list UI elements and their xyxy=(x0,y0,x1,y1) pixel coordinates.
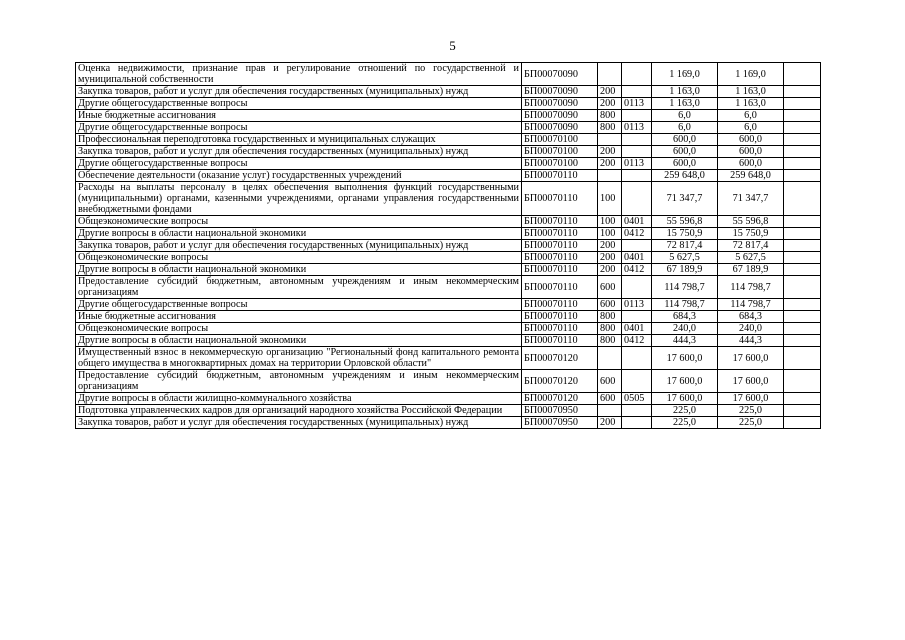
amount-year1-cell: 1 163,0 xyxy=(652,98,718,110)
expense-type-cell: 200 xyxy=(598,98,622,110)
expense-type-cell xyxy=(598,63,622,86)
amount-year1-cell: 55 596,8 xyxy=(652,216,718,228)
target-code-cell: БП00070090 xyxy=(522,110,598,122)
expense-name-cell: Другие вопросы в области жилищно-коммунального хозяйства xyxy=(76,393,522,405)
table-row xyxy=(76,146,821,158)
amount-year1-cell: 600,0 xyxy=(652,134,718,146)
amount-year1-cell: 225,0 xyxy=(652,405,718,417)
target-code-cell: БП00070110 xyxy=(522,216,598,228)
section-code-cell xyxy=(622,110,652,122)
section-code-cell: 0401 xyxy=(622,252,652,264)
amount-year1-cell: 684,3 xyxy=(652,311,718,323)
section-code-cell: 0412 xyxy=(622,264,652,276)
empty-cell xyxy=(784,252,821,264)
expense-name-cell: Оценка недвижимости, признание прав и регулирование отношений по государственной и муниципальной собственности xyxy=(76,63,522,86)
expense-name-cell: Закупка товаров, работ и услуг для обеспечения государственных (муниципальных) нужд xyxy=(76,240,522,252)
expense-type-cell: 200 xyxy=(598,417,622,429)
amount-year2-cell: 600,0 xyxy=(718,134,784,146)
expense-type-cell: 600 xyxy=(598,393,622,405)
target-code-cell: БП00070120 xyxy=(522,370,598,393)
target-code-cell: БП00070120 xyxy=(522,347,598,370)
expense-name-cell: Закупка товаров, работ и услуг для обеспечения государственных (муниципальных) нужд xyxy=(76,86,522,98)
amount-year1-cell: 17 600,0 xyxy=(652,393,718,405)
target-code-cell: БП00070950 xyxy=(522,417,598,429)
expense-name-cell: Другие общегосударственные вопросы xyxy=(76,122,522,134)
target-code-cell: БП00070090 xyxy=(522,122,598,134)
empty-cell xyxy=(784,311,821,323)
target-code-cell: БП00070110 xyxy=(522,240,598,252)
table-row xyxy=(76,323,821,335)
amount-year1-cell: 1 169,0 xyxy=(652,63,718,86)
expense-name-cell: Иные бюджетные ассигнования xyxy=(76,311,522,323)
empty-cell xyxy=(784,216,821,228)
empty-cell xyxy=(784,276,821,299)
section-code-cell xyxy=(622,182,652,216)
empty-cell xyxy=(784,158,821,170)
table-row xyxy=(76,311,821,323)
expense-name-cell: Имущественный взнос в некоммерческую организацию "Региональный фонд капитального ремонта общего имущества в многоквартирных домах на территории Орловской области" xyxy=(76,347,522,370)
target-code-cell: БП00070120 xyxy=(522,393,598,405)
target-code-cell: БП00070100 xyxy=(522,146,598,158)
table-row xyxy=(76,228,821,240)
empty-cell xyxy=(784,240,821,252)
table-row xyxy=(76,335,821,347)
target-code-cell: БП00070950 xyxy=(522,405,598,417)
empty-cell xyxy=(784,170,821,182)
amount-year2-cell: 55 596,8 xyxy=(718,216,784,228)
amount-year1-cell: 114 798,7 xyxy=(652,299,718,311)
table-row xyxy=(76,182,821,216)
amount-year1-cell: 17 600,0 xyxy=(652,347,718,370)
target-code-cell: БП00070110 xyxy=(522,252,598,264)
amount-year2-cell: 6,0 xyxy=(718,122,784,134)
expense-type-cell: 800 xyxy=(598,122,622,134)
table-row xyxy=(76,110,821,122)
section-code-cell: 0505 xyxy=(622,393,652,405)
target-code-cell: БП00070090 xyxy=(522,63,598,86)
expense-type-cell xyxy=(598,347,622,370)
amount-year2-cell: 17 600,0 xyxy=(718,347,784,370)
amount-year2-cell: 6,0 xyxy=(718,110,784,122)
expense-name-cell: Закупка товаров, работ и услуг для обеспечения государственных (муниципальных) нужд xyxy=(76,146,522,158)
empty-cell xyxy=(784,110,821,122)
section-code-cell: 0113 xyxy=(622,98,652,110)
amount-year2-cell: 71 347,7 xyxy=(718,182,784,216)
empty-cell xyxy=(784,86,821,98)
amount-year1-cell: 15 750,9 xyxy=(652,228,718,240)
expense-type-cell: 100 xyxy=(598,228,622,240)
target-code-cell: БП00070110 xyxy=(522,276,598,299)
table-row xyxy=(76,299,821,311)
section-code-cell: 0401 xyxy=(622,323,652,335)
table-row xyxy=(76,417,821,429)
page-number: 5 xyxy=(449,38,456,53)
empty-cell xyxy=(784,417,821,429)
amount-year1-cell: 17 600,0 xyxy=(652,370,718,393)
amount-year2-cell: 114 798,7 xyxy=(718,299,784,311)
amount-year1-cell: 225,0 xyxy=(652,417,718,429)
amount-year1-cell: 600,0 xyxy=(652,146,718,158)
table-row xyxy=(76,370,821,393)
section-code-cell: 0412 xyxy=(622,228,652,240)
amount-year2-cell: 5 627,5 xyxy=(718,252,784,264)
amount-year1-cell: 67 189,9 xyxy=(652,264,718,276)
expense-type-cell: 100 xyxy=(598,216,622,228)
expense-type-cell xyxy=(598,405,622,417)
expense-type-cell xyxy=(598,170,622,182)
section-code-cell: 0113 xyxy=(622,122,652,134)
expense-name-cell: Другие вопросы в области национальной экономики xyxy=(76,228,522,240)
table-row xyxy=(76,63,821,86)
target-code-cell: БП00070110 xyxy=(522,264,598,276)
empty-cell xyxy=(784,228,821,240)
amount-year1-cell: 114 798,7 xyxy=(652,276,718,299)
amount-year1-cell: 6,0 xyxy=(652,122,718,134)
expense-type-cell: 200 xyxy=(598,240,622,252)
expense-name-cell: Другие общегосударственные вопросы xyxy=(76,98,522,110)
empty-cell xyxy=(784,370,821,393)
empty-cell xyxy=(784,323,821,335)
expense-type-cell: 100 xyxy=(598,182,622,216)
target-code-cell: БП00070100 xyxy=(522,134,598,146)
table-row xyxy=(76,405,821,417)
expense-type-cell: 600 xyxy=(598,299,622,311)
expense-type-cell: 800 xyxy=(598,311,622,323)
empty-cell xyxy=(784,299,821,311)
expense-name-cell: Общеэкономические вопросы xyxy=(76,323,522,335)
expense-name-cell: Другие общегосударственные вопросы xyxy=(76,158,522,170)
amount-year2-cell: 1 163,0 xyxy=(718,98,784,110)
section-code-cell xyxy=(622,276,652,299)
empty-cell xyxy=(784,335,821,347)
amount-year1-cell: 71 347,7 xyxy=(652,182,718,216)
table-row xyxy=(76,170,821,182)
section-code-cell xyxy=(622,405,652,417)
table-row xyxy=(76,98,821,110)
target-code-cell: БП00070110 xyxy=(522,323,598,335)
section-code-cell xyxy=(622,370,652,393)
target-code-cell: БП00070110 xyxy=(522,311,598,323)
expense-type-cell: 800 xyxy=(598,323,622,335)
target-code-cell: БП00070090 xyxy=(522,86,598,98)
amount-year2-cell: 225,0 xyxy=(718,417,784,429)
amount-year2-cell: 259 648,0 xyxy=(718,170,784,182)
amount-year1-cell: 444,3 xyxy=(652,335,718,347)
amount-year2-cell: 1 169,0 xyxy=(718,63,784,86)
amount-year2-cell: 684,3 xyxy=(718,311,784,323)
target-code-cell: БП00070110 xyxy=(522,182,598,216)
expense-name-cell: Подготовка управленческих кадров для организаций народного хозяйства Российской Федерации xyxy=(76,405,522,417)
amount-year2-cell: 444,3 xyxy=(718,335,784,347)
expense-type-cell: 200 xyxy=(598,264,622,276)
amount-year1-cell: 72 817,4 xyxy=(652,240,718,252)
section-code-cell xyxy=(622,146,652,158)
table-row xyxy=(76,264,821,276)
empty-cell xyxy=(784,146,821,158)
amount-year2-cell: 1 163,0 xyxy=(718,86,784,98)
table-row xyxy=(76,216,821,228)
amount-year1-cell: 5 627,5 xyxy=(652,252,718,264)
table-row xyxy=(76,86,821,98)
target-code-cell: БП00070100 xyxy=(522,158,598,170)
section-code-cell xyxy=(622,63,652,86)
table-row xyxy=(76,347,821,370)
section-code-cell xyxy=(622,417,652,429)
expense-name-cell: Предоставление субсидий бюджетным, автономным учреждениям и иным некоммерческим организациям xyxy=(76,370,522,393)
expense-type-cell: 200 xyxy=(598,86,622,98)
expense-name-cell: Иные бюджетные ассигнования xyxy=(76,110,522,122)
amount-year1-cell: 259 648,0 xyxy=(652,170,718,182)
section-code-cell: 0412 xyxy=(622,335,652,347)
expense-name-cell: Общеэкономические вопросы xyxy=(76,216,522,228)
amount-year1-cell: 6,0 xyxy=(652,110,718,122)
empty-cell xyxy=(784,134,821,146)
table-row xyxy=(76,122,821,134)
expense-name-cell: Другие вопросы в области национальной экономики xyxy=(76,264,522,276)
amount-year2-cell: 17 600,0 xyxy=(718,393,784,405)
section-code-cell: 0113 xyxy=(622,299,652,311)
table-row xyxy=(76,252,821,264)
expense-type-cell: 200 xyxy=(598,146,622,158)
expense-name-cell: Закупка товаров, работ и услуг для обеспечения государственных (муниципальных) нужд xyxy=(76,417,522,429)
amount-year2-cell: 114 798,7 xyxy=(718,276,784,299)
empty-cell xyxy=(784,405,821,417)
expense-type-cell: 200 xyxy=(598,252,622,264)
expense-name-cell: Другие вопросы в области национальной экономики xyxy=(76,335,522,347)
table-row xyxy=(76,240,821,252)
expense-name-cell: Другие общегосударственные вопросы xyxy=(76,299,522,311)
empty-cell xyxy=(784,63,821,86)
target-code-cell: БП00070110 xyxy=(522,170,598,182)
empty-cell xyxy=(784,98,821,110)
expense-type-cell: 800 xyxy=(598,110,622,122)
expense-type-cell xyxy=(598,134,622,146)
table-row xyxy=(76,276,821,299)
section-code-cell xyxy=(622,240,652,252)
expense-type-cell: 800 xyxy=(598,335,622,347)
table-row xyxy=(76,134,821,146)
empty-cell xyxy=(784,182,821,216)
empty-cell xyxy=(784,347,821,370)
expense-type-cell: 600 xyxy=(598,370,622,393)
amount-year2-cell: 67 189,9 xyxy=(718,264,784,276)
budget-table xyxy=(75,62,821,429)
amount-year2-cell: 15 750,9 xyxy=(718,228,784,240)
target-code-cell: БП00070090 xyxy=(522,98,598,110)
empty-cell xyxy=(784,264,821,276)
expense-name-cell: Предоставление субсидий бюджетным, автономным учреждениям и иным некоммерческим организациям xyxy=(76,276,522,299)
table-row xyxy=(76,158,821,170)
section-code-cell: 0113 xyxy=(622,158,652,170)
budget-table-body xyxy=(76,63,821,429)
target-code-cell: БП00070110 xyxy=(522,335,598,347)
amount-year1-cell: 1 163,0 xyxy=(652,86,718,98)
section-code-cell xyxy=(622,134,652,146)
empty-cell xyxy=(784,122,821,134)
section-code-cell xyxy=(622,86,652,98)
section-code-cell: 0401 xyxy=(622,216,652,228)
expense-name-cell: Расходы на выплаты персоналу в целях обеспечения выполнения функций государственными (муниципальными) органами, казенными учреждениями, органами управления государственными внебюджетными фондами xyxy=(76,182,522,216)
amount-year2-cell: 17 600,0 xyxy=(718,370,784,393)
empty-cell xyxy=(784,393,821,405)
amount-year2-cell: 600,0 xyxy=(718,158,784,170)
section-code-cell xyxy=(622,311,652,323)
expense-type-cell: 200 xyxy=(598,158,622,170)
amount-year1-cell: 240,0 xyxy=(652,323,718,335)
amount-year1-cell: 600,0 xyxy=(652,158,718,170)
amount-year2-cell: 240,0 xyxy=(718,323,784,335)
amount-year2-cell: 72 817,4 xyxy=(718,240,784,252)
amount-year2-cell: 600,0 xyxy=(718,146,784,158)
expense-name-cell: Обеспечение деятельности (оказание услуг) государственных учреждений xyxy=(76,170,522,182)
section-code-cell xyxy=(622,347,652,370)
target-code-cell: БП00070110 xyxy=(522,299,598,311)
amount-year2-cell: 225,0 xyxy=(718,405,784,417)
table-row xyxy=(76,393,821,405)
expense-name-cell: Общеэкономические вопросы xyxy=(76,252,522,264)
expense-name-cell: Профессиональная переподготовка государственных и муниципальных служащих xyxy=(76,134,522,146)
expense-type-cell: 600 xyxy=(598,276,622,299)
target-code-cell: БП00070110 xyxy=(522,228,598,240)
section-code-cell xyxy=(622,170,652,182)
